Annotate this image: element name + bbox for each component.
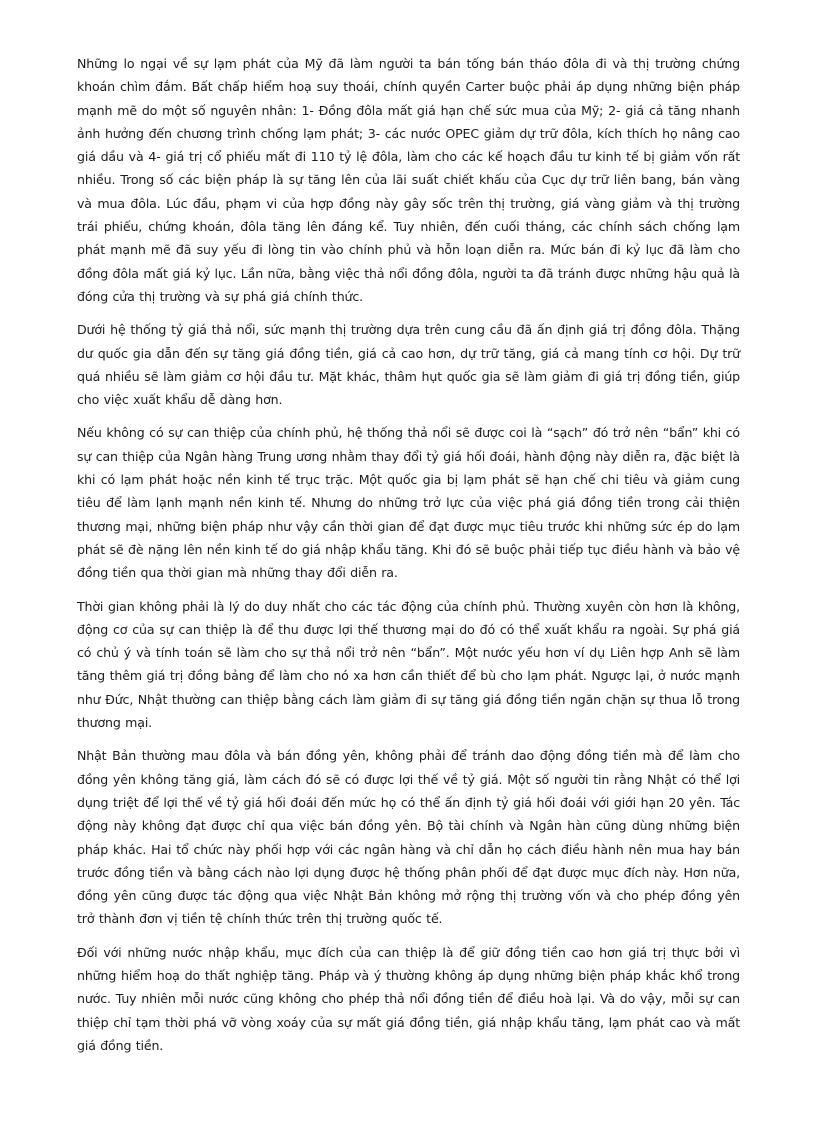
paragraph-5: Nhật Bản thường mau đôla và bán đồng yên, không phải để tránh dao động đồng tiền mà để làm cho đồng yên không tăng giá, làm cách đó sẽ có được lợi thế về tỷ giá. Một số người tin rằng Nhật có thể lợi dụng triệt để lợi thế về tỷ giá hối đoái đến mức họ có thể ấn định tỷ giá hối đoái với giới hạn 20 yên. Tác động này không đạt được chỉ qua việc bán đồng yên. Bộ tài chính và Ngân hàn cũng dùng những biện pháp khác. Hai tổ chức này phối hợp với các ngân hàng và chỉ dẫn họ cách điều hành nên mua hay bán trước đồng tiền và bằng cách nào lợi dụng được hệ thống phân phối để đạt được mục đích này. Hơn nữa, đồng yên cũng được tác động qua việc Nhật Bản không mở rộng thị trường vốn và cho phép đồng yên trở thành đơn vị tiền tệ chính thức trên thị trường quốc tế. [77,748,740,927]
paragraph-4: Thời gian không phải là lý do duy nhất cho các tác động của chính phủ. Thường xuyên còn hơn là không, động cơ của sự can thiệp là để thu được lợi thế thương mại do đó có thể xuất khẩu ra ngoài. Sự phá giá có chủ ý và tính toán sẽ làm cho sự thả nổi trở nên “bẩn”. Một nước yếu hơn ví dụ Liên hợp Anh sẽ làm tăng thêm giá trị đồng bảng để làm cho nó xa hơn cần thiết để bù cho lạm phát. Ngược lại, ở nước mạnh như Đức, Nhật thường can thiệp bằng cách làm giảm đi sự tăng giá đồng tiền ngăn chặn sự thua lỗ trong thương mại. [77,598,740,731]
paragraph-1: Những lo ngại về sự lạm phát của Mỹ đã làm người ta bán tống bán tháo đôla đi và thị trường chứng khoán chìm đắm. Bất chấp hiểm hoạ suy thoái, chính quyền Carter buộc phải áp dụng những biện pháp mạnh mẽ do một số nguyên nhân: 1- Đồng đôla mất giá hạn chế sức mua của Mỹ; 2- giá cả tăng nhanh ảnh hưởng đến chương trình chống lạm phát; 3- các nước OPEC giảm dự trữ đôla, kích thích họ nâng cao giá dầu và 4- giá trị cổ phiếu mất đi 110 tỷ lệ đôla, làm cho các kế hoạch đầu tư kinh tế bị giảm vốn rất nhiều. Trong số các biện pháp là sự tăng lên của lãi suất chiết khấu của Cục dự trữ liên bang, bán vàng và mua đôla. Lúc đầu, phạm vi của hợp đồng này gây sốc trên thị trường, giá vàng giảm và thị trường trái phiếu, chứng khoán, đôla tăng lên đáng kể. Tuy nhiên, đến cuối tháng, các chính sách chống lạm phát mạnh mẽ đã suy yếu đi lòng tin vào chính phủ và hỗn loạn diễn ra. Mức bán đi kỷ lục đã làm cho đồng đôla mất giá kỷ lục. Lần nữa, bằng việc thả nổi đồng đôla, người ta đã tránh được những hậu quả là đóng cửa thị trường và sự phá giá chính thức. [77,56,740,304]
paragraph-3: Nếu không có sự can thiệp của chính phủ, hệ thống thả nổi sẽ được coi là “sạch” đó trở nên “bẩn” khi có sự can thiệp của Ngân hàng Trung ương nhằm thay đổi tỷ giá hối đoái, hành động này diễn ra, đặc biệt là khi có lạm phát hoặc nền kinh tế trục trặc. Một quốc gia bị lạm phát sẽ hạn chế chi tiêu và giảm cung tiêu để làm lạnh mạnh nền kinh tế. Nhưng do những trở lực của việc phá giá đồng tiền trong cải thiện thương mại, những biện pháp như vậy cần thời gian để đạt được mục tiêu trước khi những sức ép do lạm phát sẽ đè nặng lên nền kinh tế do giá nhập khẩu tăng. Khi đó sẽ buộc phải tiếp tục điều hành và bảo vệ đồng tiền qua thời gian mà những thay đổi diễn ra. [77,425,740,581]
paragraph-2: Dưới hệ thống tỷ giá thả nổi, sức mạnh thị trường dựa trên cung cầu đã ấn định giá trị đồng đôla. Thặng dư quốc gia dẫn đến sự tăng giá đồng tiền, giá cả cao hơn, dự trữ tăng, giá cả mang tính cơ hội. Dự trữ quá nhiều sẽ làm giảm cơ hội đầu tư. Mặt khác, thâm hụt quốc gia sẽ làm giảm đi giá trị đồng tiền, giúp cho việc xuất khẩu dễ dàng hơn. [77,322,740,408]
paragraph-6: Đối với những nước nhập khẩu, mục đích của can thiệp là để giữ đồng tiền cao hơn giá trị thực bởi vì những hiểm hoạ do thất nghiệp tăng. Pháp và ý thường không áp dụng những biện pháp khắc khổ trong nước. Tuy nhiên mỗi nước cũng không cho phép thả nổi đồng tiền để điều hoà lại. Và do vậy, mỗi sự can thiệp chỉ tạm thời phá vỡ vòng xoáy của sự mất giá đồng tiền, giá nhập khẩu tăng, lạm phát cao và mất giá đồng tiền. [77,944,740,1053]
